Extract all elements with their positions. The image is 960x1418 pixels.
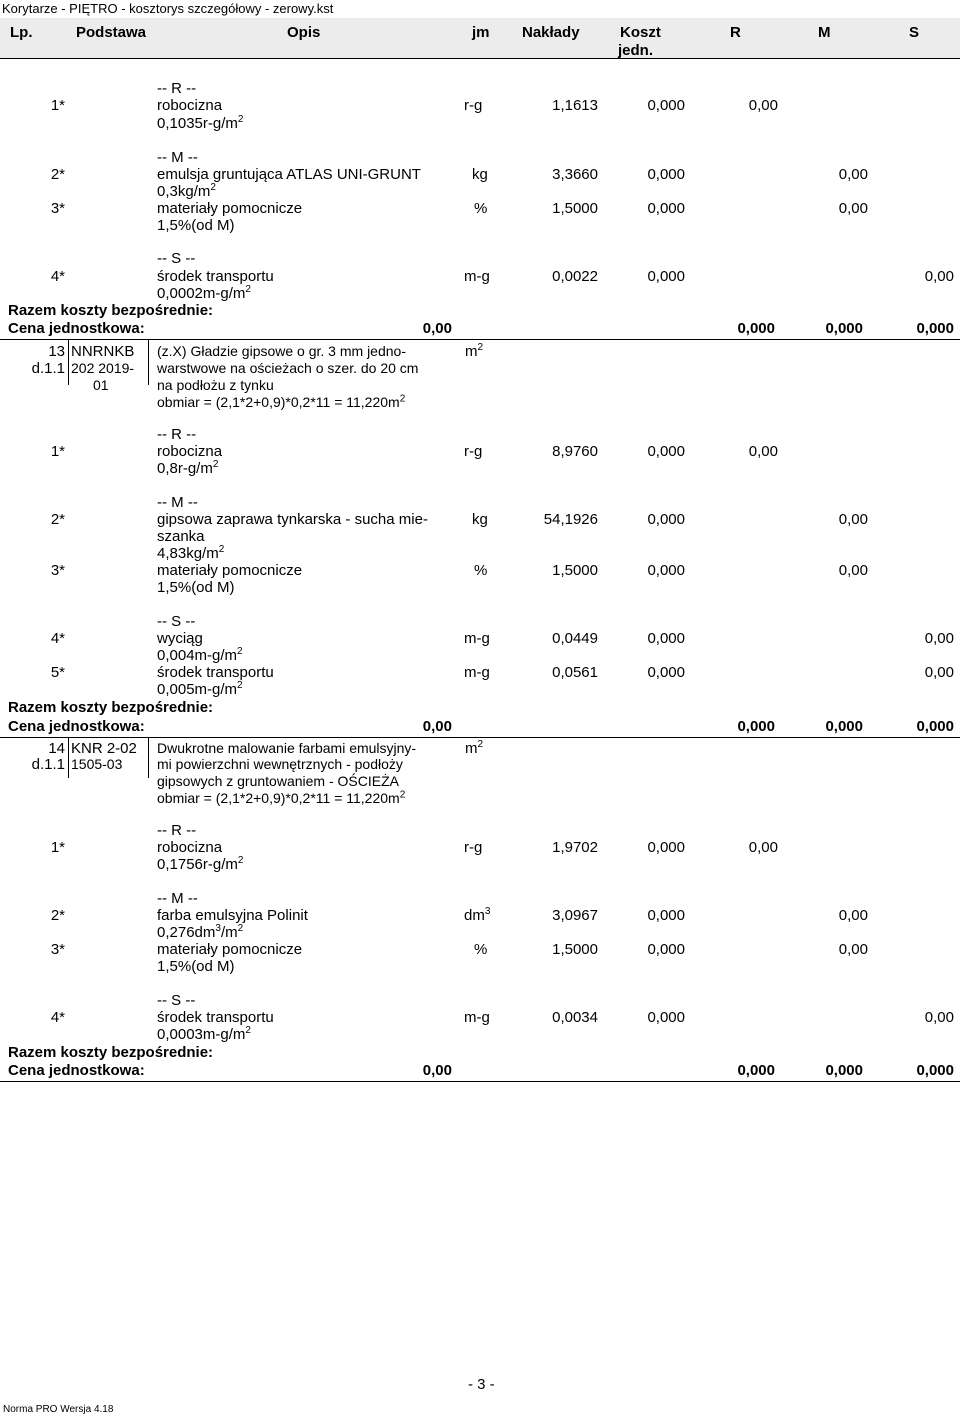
item-price: 0,000 — [647, 941, 685, 958]
item-norm: 1,5%(od M) — [157, 958, 235, 975]
position-description: warstwowe na ościeżach o szer. do 20 cm — [157, 360, 419, 376]
item-norm: $4,83kg/m^2$ — [157, 544, 225, 562]
item-norm: $0,276dm^3/m^2$ — [157, 923, 244, 941]
software-version: Norma PRO Wersja 4.18 — [3, 1404, 114, 1415]
item-qty: 1,5000 — [552, 200, 598, 217]
column-divider — [148, 738, 149, 778]
item-norm: $0,8r-g/m^2$ — [157, 459, 219, 477]
item-price: 0,000 — [647, 664, 685, 681]
section-r-label: -- R -- — [157, 822, 197, 839]
column-divider — [148, 340, 149, 385]
item-name: wyciąg — [157, 630, 203, 647]
item-lp: 3* — [50, 562, 65, 579]
item-lp: 3* — [50, 200, 65, 217]
item-norm: $0,0002m-g/m^2$ — [157, 284, 251, 302]
razem-label: Razem koszty bezpośrednie: — [8, 1044, 214, 1061]
item-value-s: 0,00 — [924, 268, 954, 285]
item-price: 0,000 — [647, 630, 685, 647]
cena-label: Cena jednostkowa: — [8, 1062, 145, 1079]
position-dno: d.1.1 — [31, 756, 65, 773]
item-qty: 0,0034 — [552, 1009, 598, 1026]
item-lp: 2* — [50, 511, 65, 528]
item-price: 0,000 — [647, 166, 685, 183]
position-basis: 01 — [93, 377, 109, 393]
cena-s: 0,000 — [916, 718, 954, 735]
item-value-m: 0,00 — [838, 941, 868, 958]
item-name: robocizna — [157, 839, 223, 856]
item-norm: $0,3kg/m^2$ — [157, 182, 216, 200]
item-name: emulsja gruntująca ATLAS UNI-GRUNT — [157, 166, 421, 183]
cena-total: 0,00 — [422, 320, 452, 337]
item-price: 0,000 — [647, 907, 685, 924]
cena-label: Cena jednostkowa: — [8, 718, 145, 735]
header-r: R — [730, 24, 741, 41]
item-price: 0,000 — [647, 200, 685, 217]
item-price: 0,000 — [647, 97, 685, 114]
item-name: środek transportu — [157, 1009, 274, 1026]
item-name: gipsowa zaprawa tynkarska - sucha mie- — [157, 511, 428, 528]
section-s-label: -- S -- — [157, 250, 196, 267]
item-name: robocizna — [157, 443, 223, 460]
position-description: (z.X) Gładzie gipsowe o gr. 3 mm jedno- — [157, 343, 406, 359]
item-jm: kg — [472, 166, 488, 183]
position-description: gipsowych z gruntowaniem - OŚCIEŻA — [157, 773, 399, 789]
item-value-s: 0,00 — [924, 1009, 954, 1026]
position-obmiar: obmiar = $(2,1*2+0,9)*0,2*11 = 11,220m^2$ — [157, 789, 406, 806]
item-lp: 1* — [50, 443, 65, 460]
item-qty: 0,0022 — [552, 268, 598, 285]
row-divider — [0, 737, 960, 738]
cena-s: 0,000 — [916, 1062, 954, 1079]
item-value-m: 0,00 — [838, 200, 868, 217]
cena-label: Cena jednostkowa: — [8, 320, 145, 337]
item-qty: 1,9702 — [552, 839, 598, 856]
item-value-r: 0,00 — [748, 839, 778, 856]
item-price: 0,000 — [647, 443, 685, 460]
razem-label: Razem koszty bezpośrednie: — [8, 699, 214, 716]
item-name-cont: szanka — [157, 528, 205, 545]
item-price: 0,000 — [647, 511, 685, 528]
position-description: Dwukrotne malowanie farbami emulsyjny- — [157, 740, 417, 756]
item-jm: r-g — [464, 443, 483, 460]
item-lp: 2* — [50, 907, 65, 924]
item-name: środek transportu — [157, 268, 274, 285]
item-qty: 0,0449 — [552, 630, 598, 647]
column-divider — [68, 340, 69, 385]
item-lp: 3* — [50, 941, 65, 958]
item-qty: 1,5000 — [552, 562, 598, 579]
item-price: 0,000 — [647, 268, 685, 285]
position-description: na podłożu z tynku — [157, 377, 274, 393]
position-basis: 202 2019- — [71, 360, 135, 376]
position-number: 13 — [48, 343, 65, 360]
section-m-label: -- M -- — [157, 149, 198, 166]
item-value-s: 0,00 — [924, 664, 954, 681]
header-naklady: Nakłady — [522, 24, 580, 41]
item-value-m: 0,00 — [838, 907, 868, 924]
item-norm: $0,005m-g/m^2$ — [157, 680, 243, 698]
item-qty: 1,5000 — [552, 941, 598, 958]
header-lp: Lp. — [10, 24, 33, 41]
item-qty: 0,0561 — [552, 664, 598, 681]
item-jm: % — [474, 200, 488, 217]
position-basis: 1505-03 — [71, 756, 123, 772]
cena-total: 0,00 — [422, 718, 452, 735]
item-lp: 1* — [50, 839, 65, 856]
item-value-s: 0,00 — [924, 630, 954, 647]
item-qty: 3,0967 — [552, 907, 598, 924]
item-qty: 1,1613 — [552, 97, 598, 114]
row-divider — [0, 1081, 960, 1082]
item-norm: 1,5%(od M) — [157, 217, 235, 234]
item-qty: 8,9760 — [552, 443, 598, 460]
item-jm: r-g — [464, 97, 483, 114]
item-norm: $0,004m-g/m^2$ — [157, 646, 243, 664]
item-value-r: 0,00 — [748, 97, 778, 114]
item-lp: 4* — [50, 268, 65, 285]
cena-r: 0,000 — [737, 718, 775, 735]
position-description: mi powierzchni wewnętrznych - podłoży — [157, 756, 403, 772]
section-s-label: -- S -- — [157, 613, 196, 630]
item-name: robocizna — [157, 97, 223, 114]
item-lp: 2* — [50, 166, 65, 183]
position-obmiar: obmiar = $(2,1*2+0,9)*0,2*11 = 11,220m^2$ — [157, 393, 406, 410]
section-r-label: -- R -- — [157, 426, 197, 443]
section-r-label: -- R -- — [157, 80, 197, 97]
position-unit: $m^2$ — [465, 342, 484, 360]
cena-m: 0,000 — [825, 718, 863, 735]
item-jm: m-g — [464, 1009, 490, 1026]
item-lp: 4* — [50, 1009, 65, 1026]
section-m-label: -- M -- — [157, 890, 198, 907]
section-s-label: -- S -- — [157, 992, 196, 1009]
item-norm: $0,1756r-g/m^2$ — [157, 855, 244, 873]
cena-m: 0,000 — [825, 1062, 863, 1079]
position-unit: $m^2$ — [465, 739, 484, 757]
item-lp: 4* — [50, 630, 65, 647]
position-basis: KNR 2-02 — [71, 740, 137, 757]
cena-total: 0,00 — [422, 1062, 452, 1079]
header-koszt: Koszt — [620, 24, 661, 41]
item-value-m: 0,00 — [838, 511, 868, 528]
position-basis: NNRNKB — [71, 343, 135, 360]
item-jm: r-g — [464, 839, 483, 856]
position-number: 14 — [48, 740, 65, 757]
item-name: materiały pomocnicze — [157, 941, 303, 958]
item-price: 0,000 — [647, 1009, 685, 1026]
item-price: 0,000 — [647, 839, 685, 856]
row-divider — [0, 339, 960, 340]
item-norm: $0,1035r-g/m^2$ — [157, 114, 244, 132]
item-name: materiały pomocnicze — [157, 562, 303, 579]
header-opis: Opis — [287, 24, 321, 41]
item-jm: % — [474, 941, 488, 958]
cena-m: 0,000 — [825, 320, 863, 337]
razem-label: Razem koszty bezpośrednie: — [8, 302, 214, 319]
header-s: S — [909, 24, 920, 41]
item-lp: 1* — [50, 97, 65, 114]
cena-r: 0,000 — [737, 320, 775, 337]
item-jm: kg — [472, 511, 488, 528]
header-podstawa: Podstawa — [76, 24, 147, 41]
item-qty: 54,1926 — [543, 511, 598, 528]
item-qty: 3,3660 — [552, 166, 598, 183]
item-jm: m-g — [464, 630, 490, 647]
item-jm: $dm^3$ — [464, 906, 491, 924]
document-title: Korytarze - PIĘTRO - kosztorys szczegółowy - zerowy.kst — [2, 1, 334, 16]
item-jm: m-g — [464, 664, 490, 681]
item-jm: % — [474, 562, 488, 579]
item-lp: 5* — [50, 664, 65, 681]
position-dno: d.1.1 — [31, 360, 65, 377]
header-jm: jm — [472, 24, 490, 41]
header-jedn: jedn. — [618, 42, 654, 59]
column-divider — [68, 738, 69, 778]
item-norm: 1,5%(od M) — [157, 579, 235, 596]
section-m-label: -- M -- — [157, 494, 198, 511]
item-norm: $0,0003m-g/m^2$ — [157, 1025, 251, 1043]
item-value-m: 0,00 — [838, 562, 868, 579]
item-name: farba emulsyjna Polinit — [157, 907, 308, 924]
item-name: środek transportu — [157, 664, 274, 681]
item-price: 0,000 — [647, 562, 685, 579]
cena-r: 0,000 — [737, 1062, 775, 1079]
item-value-r: 0,00 — [748, 443, 778, 460]
cena-s: 0,000 — [916, 320, 954, 337]
page-number: - 3 - — [468, 1376, 495, 1393]
item-value-m: 0,00 — [838, 166, 868, 183]
item-name: materiały pomocnicze — [157, 200, 303, 217]
item-jm: m-g — [464, 268, 490, 285]
header-m: M — [818, 24, 831, 41]
